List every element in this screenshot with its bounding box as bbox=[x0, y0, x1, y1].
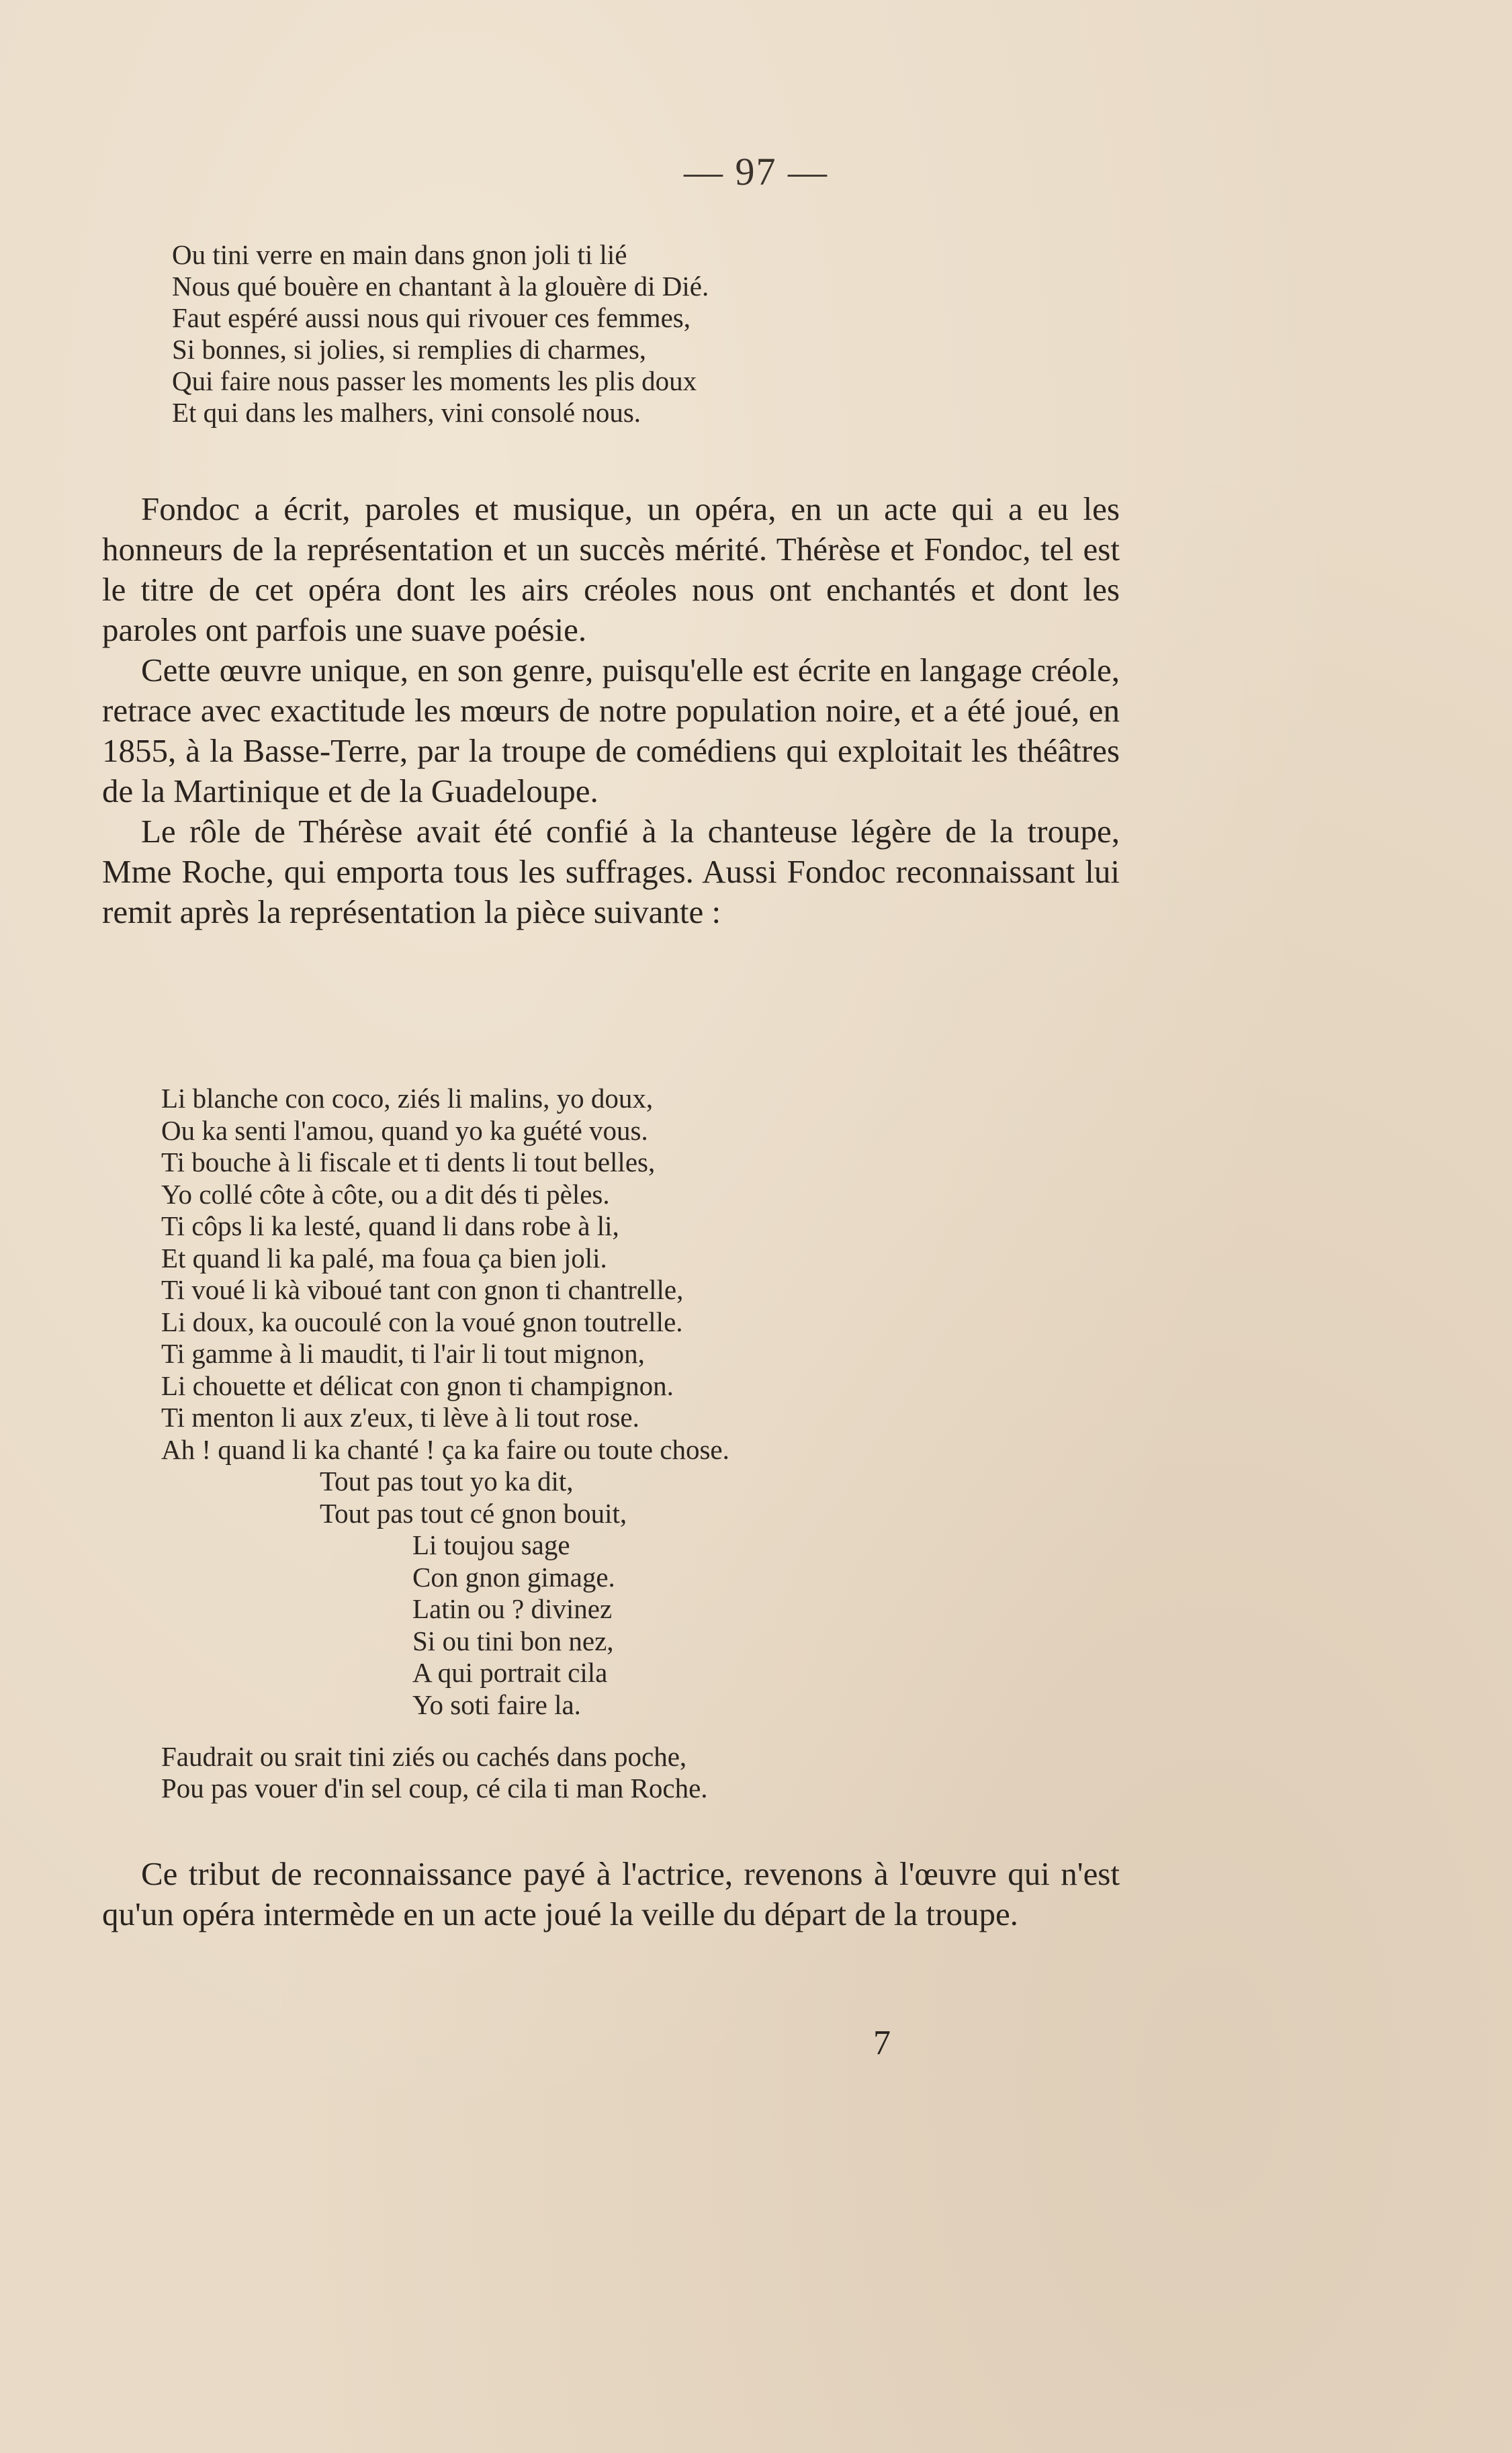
verse-line: Qui faire nous passer les moments les plis doux bbox=[172, 365, 697, 396]
prose-section-opera bbox=[102, 489, 1120, 932]
refrain-line: Tout pas tout yo ka dit, bbox=[320, 1466, 574, 1497]
verse-intro bbox=[172, 239, 709, 429]
verse-line: Li chouette et délicat con gnon ti champignon. bbox=[161, 1370, 674, 1401]
paragraph: Fondoc a écrit, paroles et musique, un opéra, en un acte qui a eu les honneurs de la représentation et un succès mérité. Thérèse et Fondoc, tel est le titre de cet opéra dont les airs créoles nous ont enchantés et dont les paroles ont parfois une suave poésie. bbox=[102, 490, 1120, 648]
verse-line: Si bonnes, si jolies, si remplies di charmes, bbox=[172, 334, 647, 365]
refrain-line: Si ou tini bon nez, bbox=[412, 1625, 614, 1656]
verse-closing bbox=[161, 1741, 708, 1804]
refrain-line: Li toujou sage bbox=[412, 1529, 570, 1560]
signature-mark: 7 bbox=[873, 2024, 891, 2062]
verse-line: Li doux, ka oucoulé con la voué gnon toutrelle. bbox=[161, 1306, 683, 1337]
verse-line: Et qui dans les malhers, vini consolé nous. bbox=[172, 397, 641, 428]
refrain-line: Con gnon gimage. bbox=[412, 1561, 615, 1593]
paragraph: Cette œuvre unique, en son genre, puisqu'elle est écrite en langage créole, retrace avec exactitude les mœurs de notre population noire, et a été joué, en 1855, à la Basse-Terre, par la troupe de comédiens qui exploitait les théâtres de la Martinique et de la Guadeloupe. bbox=[102, 652, 1120, 809]
verse-line: Pou pas vouer d'in sel coup, cé cila ti man Roche. bbox=[161, 1773, 708, 1803]
refrain-line: Yo soti faire la. bbox=[412, 1689, 581, 1720]
refrain-line: Latin ou ? divinez bbox=[412, 1593, 613, 1624]
verse-line: Yo collé côte à côte, ou a dit dés ti pèles. bbox=[161, 1178, 610, 1210]
verse-line: Faudrait ou srait tini ziés ou cachés dans poche, bbox=[161, 1741, 687, 1772]
verse-line: Ti gamme à li maudit, ti l'air li tout mignon, bbox=[161, 1338, 645, 1369]
verse-line: Ti menton li aux z'eux, ti lève à li tout rose. bbox=[161, 1402, 639, 1433]
refrain-line: A qui portrait cila bbox=[412, 1657, 608, 1688]
verse-line: Ou ka senti l'amou, quand yo ka guété vous. bbox=[161, 1114, 648, 1146]
verse-line: Ou tini verre en main dans gnon joli ti lié bbox=[172, 239, 627, 270]
verse-line: Et quand li ka palé, ma foua ça bien joli. bbox=[161, 1242, 607, 1274]
verse-line: Ti côps li ka lesté, quand li dans robe à li, bbox=[161, 1210, 619, 1241]
verse-line: Ah ! quand li ka chanté ! ça ka faire ou toute chose. bbox=[161, 1433, 729, 1465]
verse-line: Ti bouche à li fiscale et ti dents li tout belles, bbox=[161, 1147, 656, 1177]
verse-song bbox=[161, 1083, 729, 1721]
refrain-line: Tout pas tout cé gnon bouit, bbox=[320, 1497, 627, 1529]
verse-line: Ti voué li kà viboué tant con gnon ti chantrelle, bbox=[161, 1274, 684, 1305]
prose-section-tribute bbox=[102, 1854, 1120, 1934]
verse-line: Nous qué bouère en chantant à la glouère di Dié. bbox=[172, 271, 709, 302]
verse-line: Li blanche con coco, ziés li malins, yo doux, bbox=[161, 1083, 654, 1114]
verse-line: Faut espéré aussi nous qui rivouer ces femmes, bbox=[172, 302, 691, 333]
page-number: — 97 — bbox=[684, 150, 828, 193]
paragraph: Ce tribut de reconnaissance payé à l'actrice, revenons à l'œuvre qui n'est qu'un opéra intermède en un acte joué la veille du départ de la troupe. bbox=[102, 1855, 1120, 1932]
paragraph: Le rôle de Thérèse avait été confié à la chanteuse légère de la troupe, Mme Roche, qui emporta tous les suffrages. Aussi Fondoc reconnaissant lui remit après la représentation la pièce suivante : bbox=[102, 813, 1120, 930]
